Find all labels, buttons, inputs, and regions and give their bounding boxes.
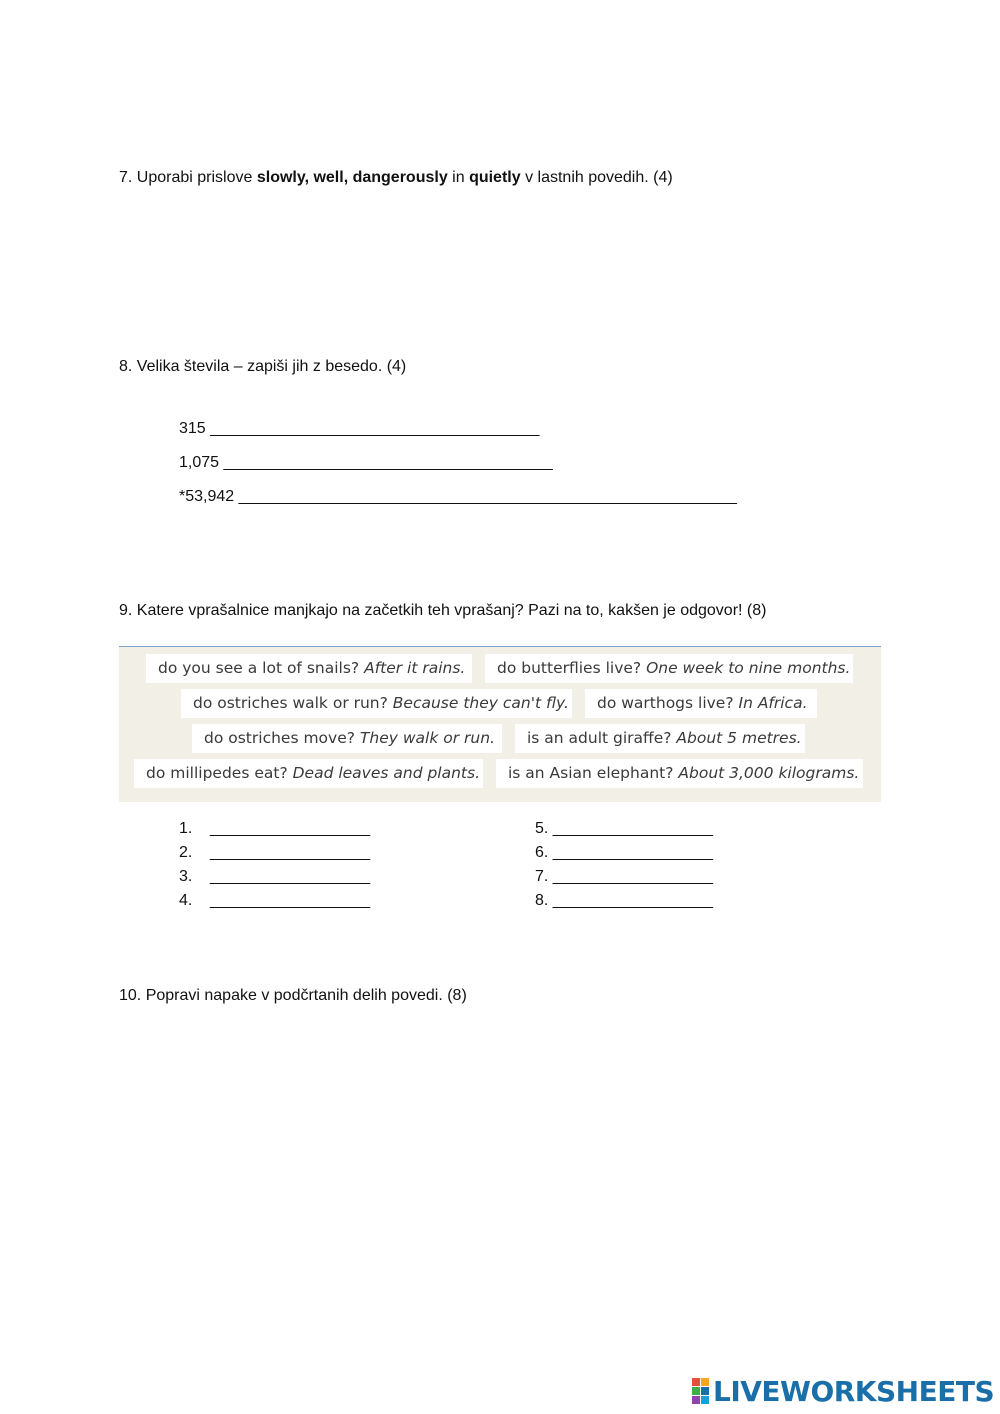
number-line-1075[interactable]: 1,075 _____________________________________ xyxy=(179,454,553,471)
answer-line-4[interactable]: 4. __________________ xyxy=(179,892,371,909)
question-7 xyxy=(119,168,673,188)
q7-bold-adverbs: slowly, well, dangerously xyxy=(256,169,448,186)
chip-snails: do you see a lot of snails? After it rains. xyxy=(146,654,472,683)
liveworksheets-logo xyxy=(692,1376,994,1406)
logo-mark-icon xyxy=(692,1378,709,1404)
q7-bold-quietly: quietly xyxy=(469,169,521,186)
q7-prefix: 7. Uporabi prislove xyxy=(119,169,257,186)
question-8-title: 8. Velika števila – zapiši jih z besedo. (4) xyxy=(119,358,407,375)
answer-line-6[interactable]: 6. __________________ xyxy=(535,844,713,861)
chip-butterflies: do butterflies live? One week to nine months. xyxy=(485,654,853,683)
answer-line-7[interactable]: 7. __________________ xyxy=(535,868,713,885)
question-10-title: 10. Popravi napake v podčrtanih delih povedi. (8) xyxy=(119,987,467,1004)
number-line-315[interactable]: 315 _____________________________________ xyxy=(179,420,540,437)
chip-millipedes: do millipedes eat? Dead leaves and plants. xyxy=(134,759,483,788)
chip-giraffe: is an adult giraffe? About 5 metres. xyxy=(515,724,805,753)
chip-ostriches-walk: do ostriches walk or run? Because they can't fly. xyxy=(181,689,572,718)
chip-elephant: is an Asian elephant? About 3,000 kilograms. xyxy=(496,759,863,788)
q7-mid: in xyxy=(447,169,470,186)
question-9-title: 9. Katere vprašalnice manjkajo na začetkih teh vprašanj? Pazi na to, kakšen je odgovor! (8) xyxy=(119,602,767,619)
answer-line-1[interactable]: 1. __________________ xyxy=(179,820,371,837)
answer-line-2[interactable]: 2. __________________ xyxy=(179,844,371,861)
answer-line-3[interactable]: 3. __________________ xyxy=(179,868,371,885)
answer-line-5[interactable]: 5. __________________ xyxy=(535,820,713,837)
chip-ostriches-move: do ostriches move? They walk or run. xyxy=(192,724,502,753)
chip-warthogs: do warthogs live? In Africa. xyxy=(585,689,817,718)
logo-text: LIVEWORKSHEETS xyxy=(713,1374,995,1408)
answer-line-8[interactable]: 8. __________________ xyxy=(535,892,713,909)
number-line-53942[interactable]: *53,942 ________________________________________________________ xyxy=(179,488,737,505)
q7-suffix: v lastnih povedih. (4) xyxy=(520,169,673,186)
word-box xyxy=(119,646,881,802)
